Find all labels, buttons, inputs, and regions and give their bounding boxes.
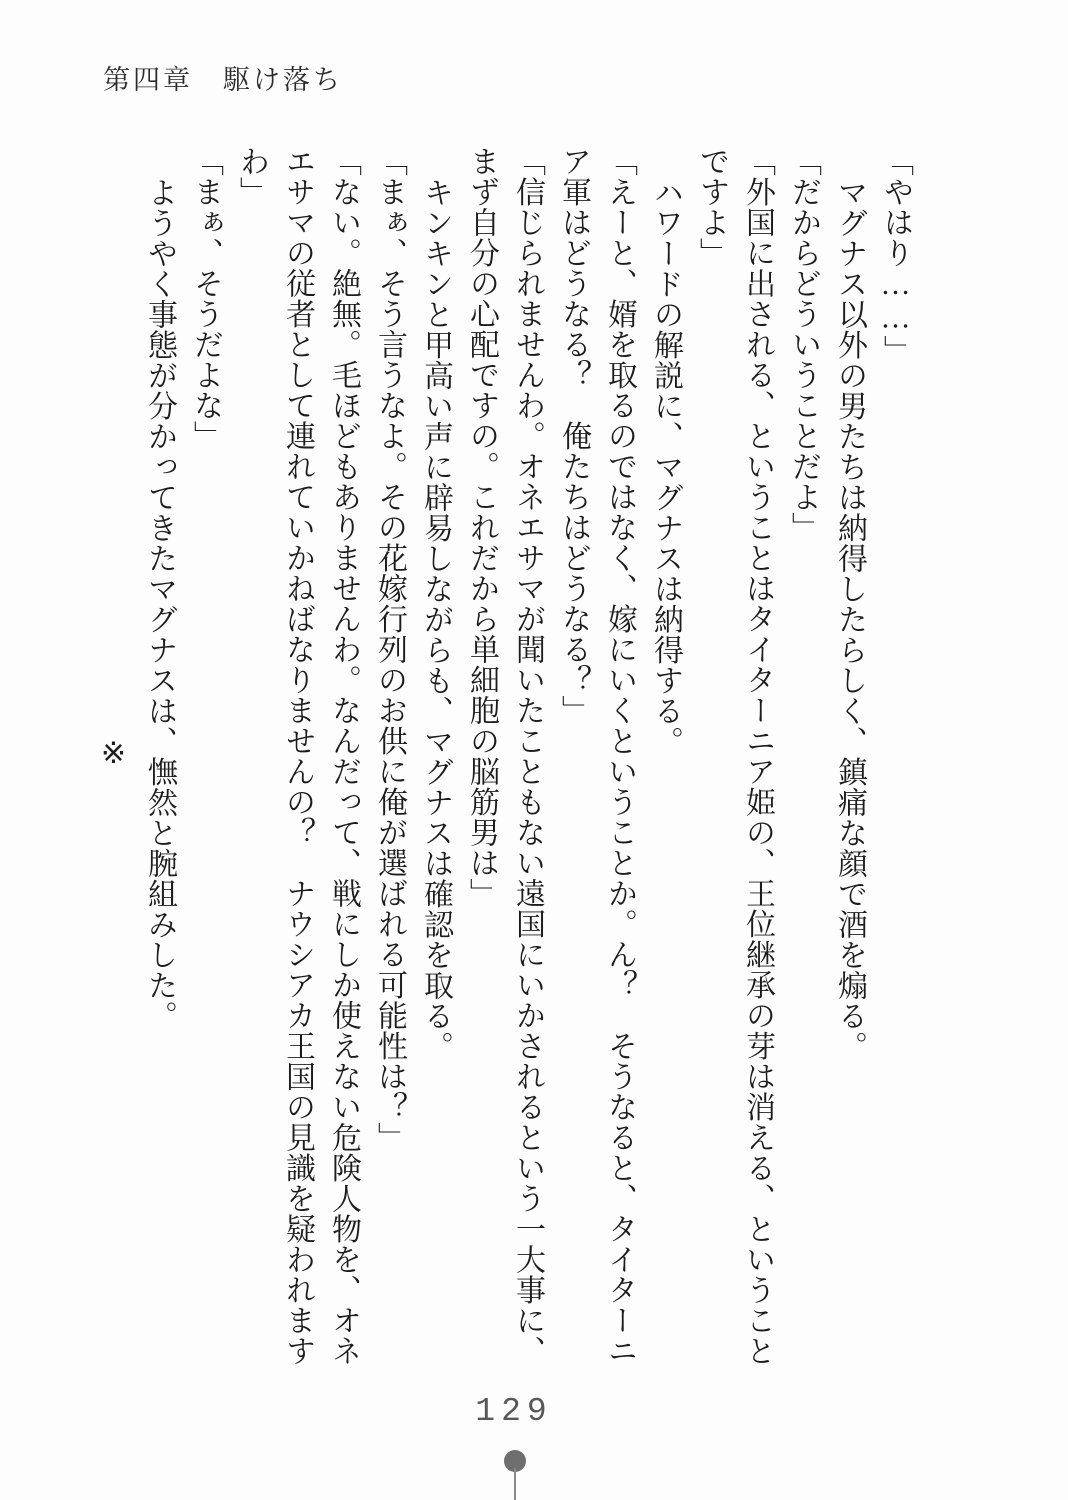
text-column: まず自分の心配ですの。これだから単細胞の脳筋男は」 <box>465 146 498 909</box>
text-column: わ」 <box>235 146 268 207</box>
text-column: 「ない。絶無。毛ほどもありませんわ。なんだって、戦にしか使えない危険人物を、オネ <box>327 146 360 1366</box>
chapter-header: 第四章 駆け落ち <box>103 65 343 95</box>
footer-pin-line-ornament <box>514 1468 516 1500</box>
section-break-symbol: ※ <box>97 736 130 772</box>
text-column: キンキンと甲高い声に辟易しながらも、マグナスは確認を取る。 <box>419 177 452 1062</box>
vertical-text-block <box>90 146 918 1366</box>
text-column: 「だからどういうことだよ」 <box>787 146 820 543</box>
page-number: 129 <box>475 1393 553 1430</box>
text-column: マグナス以外の男たちは納得したらしく、鎮痛な顔で酒を煽る。 <box>833 177 866 1062</box>
text-column: 「えーと、婿を取るのではなく、嫁にいくということか。ん？ そうなると、タイターニ <box>603 146 636 1366</box>
text-column: 「まぁ、そう言うなよ。その花嫁行列のお供に俺が選ばれる可能性は？」 <box>373 146 406 1153</box>
text-column: 「外国に出される、ということはタイターニア姫の、王位継承の芽は消える、ということ <box>741 146 774 1366</box>
text-column: ですよ」 <box>695 146 728 268</box>
text-column: 「やはり……」 <box>879 146 912 366</box>
text-column: ハワードの解説に、マグナスは納得する。 <box>649 177 682 757</box>
text-column: ア軍はどうなる？ 俺たちはどうなる？」 <box>557 146 590 726</box>
text-column: ようやく事態が分かってきたマグナスは、憮然と腕組みした。 <box>143 177 176 1031</box>
text-column: 「信じられませんわ。オネエサマが聞いたこともない遠国にいかされるという一大事に、 <box>511 146 544 1366</box>
text-column: 「まぁ、そうだよな」 <box>189 146 222 451</box>
text-column: エサマの従者として連れていかねばなりませんの？ ナウシアカ王国の見識を疑われます <box>281 146 314 1366</box>
